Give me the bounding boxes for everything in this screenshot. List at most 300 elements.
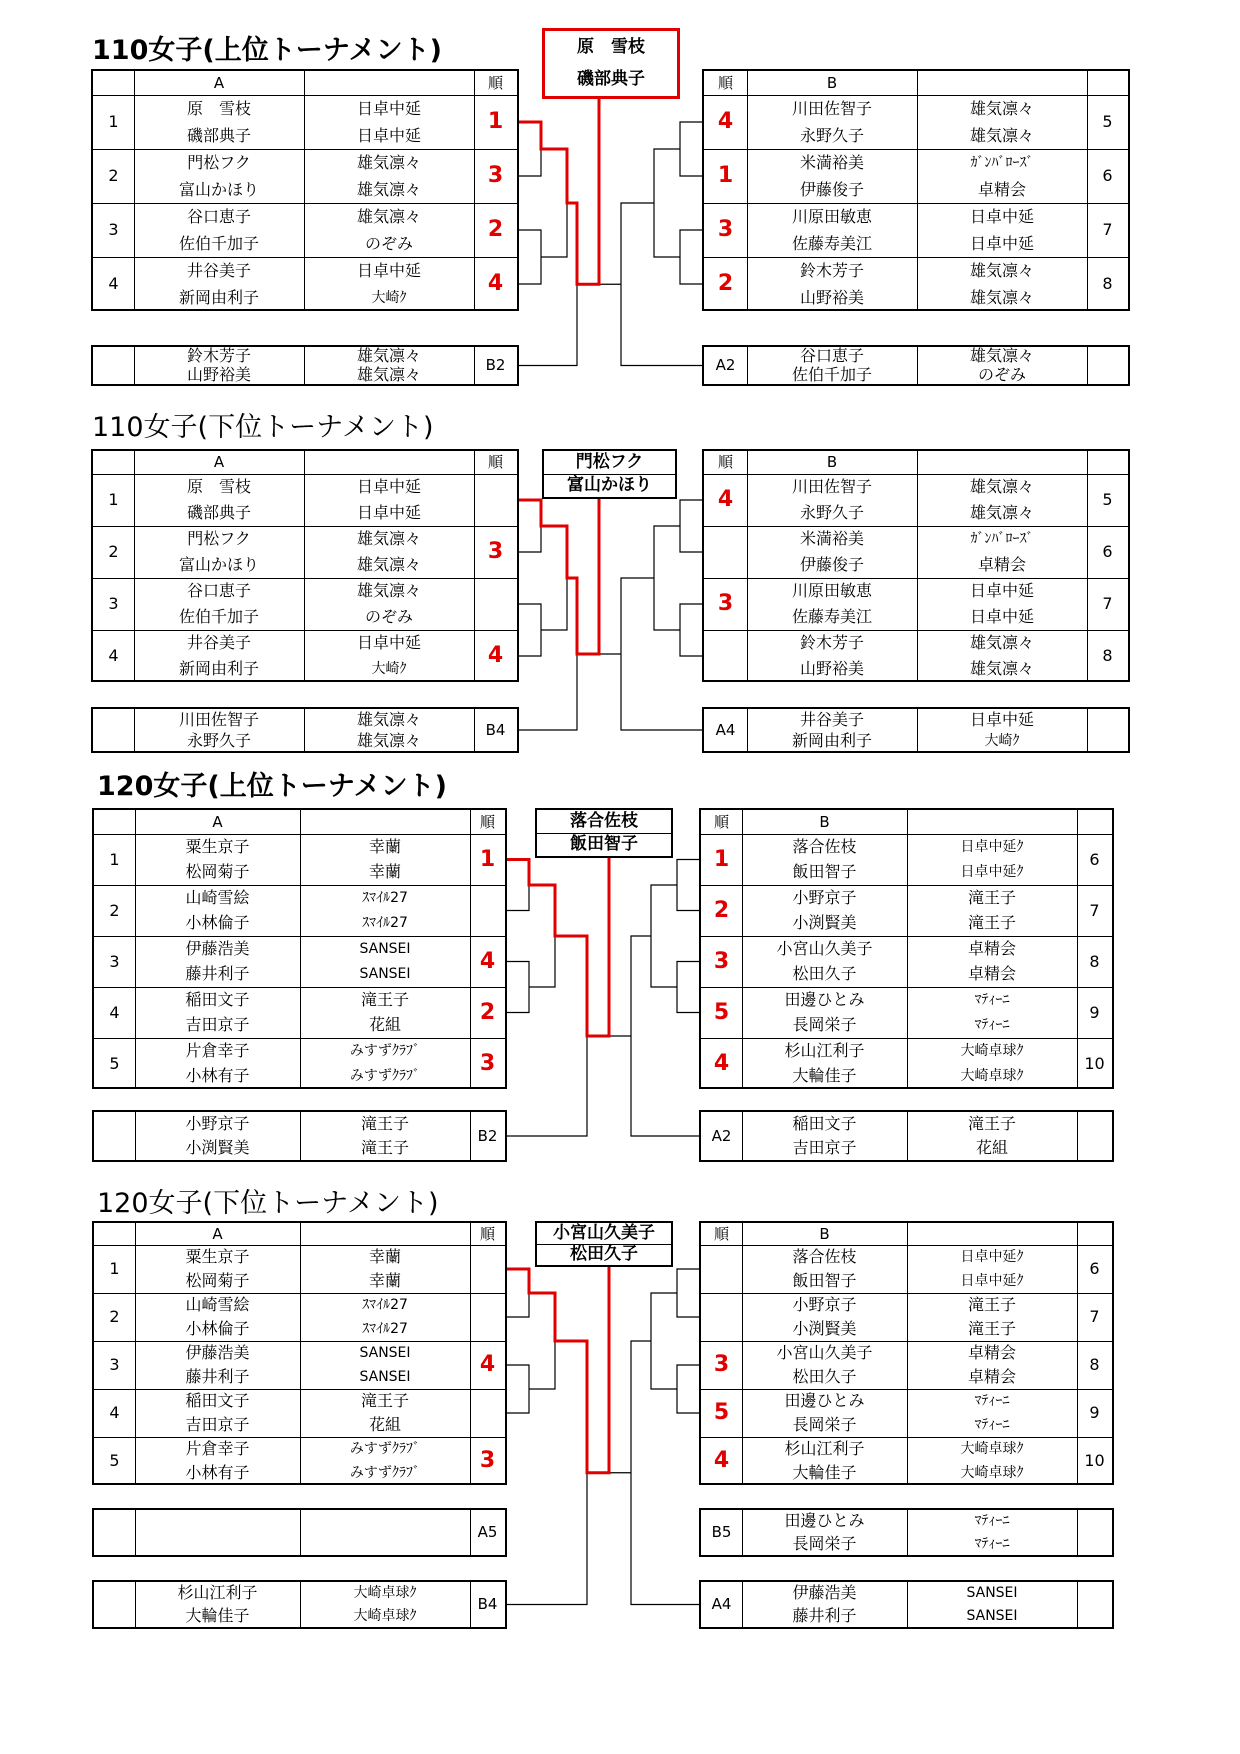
club-name: 雄気凛々 — [969, 659, 1034, 678]
player-name: 伊藤浩美 — [792, 1583, 857, 1603]
player-name: 大輪佳子 — [185, 1605, 250, 1625]
player-name: 永野久子 — [186, 730, 251, 750]
club-name: 卓精会 — [967, 1343, 1016, 1362]
champion-box — [535, 808, 673, 858]
player-name: 小野京子 — [185, 1114, 250, 1133]
club-name: 日卓中延 — [969, 233, 1034, 253]
club-name: みすずｸﾗﾌﾞ — [349, 1465, 421, 1481]
team-number: 2 — [109, 900, 120, 920]
bracket-final-a — [507, 936, 587, 1136]
rank-value: 3 — [479, 1448, 496, 1473]
club-name: SANSEI — [359, 1345, 411, 1361]
player-name: 小林有子 — [185, 1463, 250, 1482]
seed-entry-b — [699, 1508, 1114, 1557]
champion-divider — [537, 833, 671, 834]
player-name: 松岡菊子 — [185, 862, 250, 882]
club-name: 滝王子 — [360, 1391, 409, 1410]
champion-box — [535, 1221, 673, 1267]
seed-tag: B2 — [485, 356, 506, 374]
rank-value — [474, 578, 517, 630]
player-name: 門松フク — [187, 529, 251, 548]
team-number: 1 — [108, 112, 119, 131]
club-name: 日卓中延ｸ — [960, 864, 1024, 881]
player-name: 川田佐智子 — [178, 709, 259, 729]
seed-tag: A2 — [715, 356, 736, 374]
team-number: 9 — [1089, 1002, 1100, 1022]
team-number: 8 — [1102, 274, 1113, 293]
player-name: 佐藤寿美江 — [791, 233, 872, 253]
team-number: 6 — [1089, 849, 1100, 869]
rank-value — [704, 526, 747, 578]
rank-value — [701, 1293, 742, 1341]
player-name: 長岡栄子 — [792, 1415, 857, 1434]
club-name: 雄気凛々 — [356, 529, 421, 548]
player-name: 稲田文子 — [792, 1114, 857, 1133]
club-name: 大崎卓球ｸ — [353, 1585, 417, 1602]
rank-value: 3 — [717, 591, 734, 616]
club-name: 滝王子 — [967, 887, 1016, 907]
player-name: 川田佐智子 — [791, 98, 872, 118]
seed-entry-a — [92, 1508, 507, 1557]
club-name: ｶﾞﾝﾊﾞﾛｰｽﾞ — [970, 531, 1034, 547]
club-name: 幸蘭 — [368, 1271, 401, 1290]
club-name: 日卓中延 — [969, 709, 1034, 729]
player-name: 飯田智子 — [792, 862, 857, 882]
player-name: 佐伯千加子 — [791, 364, 872, 384]
seed-tag: B4 — [485, 720, 506, 739]
rank-value: 5 — [713, 1400, 730, 1425]
rank-value — [704, 630, 747, 682]
grid-line — [1087, 347, 1088, 384]
club-name: 滝王子 — [360, 1114, 409, 1133]
winner-path — [507, 1267, 609, 1473]
player-name: 落合佐枝 — [792, 836, 857, 856]
team-number: 7 — [1102, 594, 1113, 613]
bracket-semi-a — [541, 526, 567, 630]
seed-tag: A2 — [711, 1126, 732, 1145]
bracket-semi-a — [541, 149, 567, 257]
club-name: 滝王子 — [967, 913, 1016, 933]
player-name: 原 雪枝 — [186, 477, 251, 496]
player-name: 小宮山久美子 — [776, 938, 873, 958]
club-name: 日卓中延ｸ — [960, 1273, 1024, 1289]
rank-value: 1 — [479, 846, 496, 872]
team-number: 3 — [109, 1355, 120, 1374]
bracket-semi-b — [654, 526, 680, 630]
team-number: 3 — [108, 594, 119, 613]
team-number: 7 — [1102, 220, 1113, 239]
player-name: 磯部典子 — [186, 125, 251, 145]
rank-value: 3 — [713, 948, 730, 974]
seed-tag: A4 — [715, 720, 736, 739]
winner-path — [507, 858, 609, 1036]
club-name: SANSEI — [359, 1369, 411, 1385]
team-number: 1 — [108, 490, 119, 509]
section-title: 120女子(上位トーナメント) — [97, 771, 447, 802]
club-name: 雄気凛々 — [356, 555, 421, 574]
club-name: 日卓中延 — [356, 125, 421, 145]
club-name: ﾏﾃｨｰﾆ — [974, 1535, 1010, 1552]
seed-entry-a — [92, 1580, 507, 1629]
player-name: 富山かほり — [178, 179, 259, 199]
bracket-pair-b — [677, 860, 699, 911]
seed-entry-b — [702, 707, 1130, 753]
club-name: ﾏﾃｨｰﾆ — [974, 1393, 1010, 1409]
team-number: 5 — [109, 1451, 120, 1470]
player-name: 米満裕美 — [799, 152, 864, 172]
player-name: 小渕賢美 — [792, 1319, 857, 1338]
club-name: 大崎ｸ — [371, 289, 407, 306]
player-name: 原 雪枝 — [186, 98, 251, 118]
grid-line — [1087, 709, 1088, 751]
champion-box — [542, 28, 680, 99]
team-number: 4 — [109, 1002, 120, 1022]
rank-value: 3 — [479, 1050, 496, 1076]
club-name: 雄気凛々 — [356, 730, 421, 750]
team-number: 4 — [108, 274, 119, 293]
bracket-final-b — [631, 1341, 699, 1605]
player-name: 山野裕美 — [799, 659, 864, 678]
bracket-pair-a — [507, 1269, 529, 1317]
club-name: 雄気凛々 — [969, 287, 1034, 307]
player-name: 井谷美子 — [799, 709, 864, 729]
team-number: 1 — [109, 1259, 120, 1278]
bracket-pair-b — [677, 1365, 699, 1413]
club-name: 日卓中延 — [969, 581, 1034, 600]
player-name: 粟生京子 — [185, 836, 250, 856]
player-name: 片倉幸子 — [185, 1439, 250, 1458]
rank-value: 2 — [713, 897, 730, 923]
club-name: ﾏﾃｨｰﾆ — [974, 1017, 1010, 1034]
rank-value — [470, 885, 505, 936]
player-name: 田邊ひとみ — [784, 1511, 865, 1531]
team-number: 10 — [1084, 1053, 1105, 1073]
champion-player: 原 雪枝 — [577, 36, 645, 57]
club-name: みすずｸﾗﾌﾞ — [349, 1068, 421, 1085]
team-number: 10 — [1084, 1451, 1105, 1470]
group-b-table — [702, 449, 1130, 682]
club-name: 大崎ｸ — [984, 732, 1020, 749]
player-name: 藤井利子 — [185, 1367, 250, 1386]
player-name: 藤井利子 — [185, 964, 250, 984]
player-name: 小林有子 — [185, 1066, 250, 1086]
club-name: 大崎卓球ｸ — [960, 1042, 1024, 1059]
rank-value — [470, 1245, 505, 1293]
team-number: 4 — [108, 646, 119, 665]
player-name: 鈴木芳子 — [799, 633, 864, 652]
champion-player: 飯田智子 — [570, 834, 638, 854]
champion-player: 門松フク — [575, 452, 644, 472]
player-name: 新岡由利子 — [178, 287, 259, 307]
rank-value: 4 — [717, 487, 734, 512]
rank-value: 4 — [487, 271, 504, 296]
player-name: 落合佐枝 — [792, 1247, 857, 1266]
rank-value: 1 — [717, 163, 734, 188]
player-name: 佐藤寿美江 — [791, 607, 872, 626]
player-name: 小野京子 — [792, 1295, 857, 1314]
seed-tag: B5 — [711, 1523, 732, 1541]
bracket-pair-a — [507, 1365, 529, 1413]
player-name: 小渕賢美 — [185, 1138, 250, 1157]
champion-player: 松田久子 — [570, 1244, 638, 1264]
club-name: 花組 — [368, 1415, 401, 1434]
group-a-table — [91, 449, 519, 682]
club-name: みすずｸﾗﾌﾞ — [349, 1441, 421, 1457]
player-name: 長岡栄子 — [792, 1015, 857, 1035]
player-name: 伊藤浩美 — [185, 1343, 250, 1362]
club-name: のぞみ — [977, 364, 1026, 384]
player-name: 谷口恵子 — [186, 581, 251, 600]
bracket-pair-b — [677, 1269, 699, 1317]
player-name: 山崎雪絵 — [185, 887, 250, 907]
team-number: 8 — [1089, 1355, 1100, 1374]
club-name: 雄気凛々 — [969, 98, 1034, 118]
section-title: 120女子(下位トーナメント) — [97, 1188, 439, 1219]
club-name: 日卓中延 — [969, 206, 1034, 226]
rank-header: 順 — [717, 453, 733, 471]
club-name: 雄気凛々 — [356, 346, 421, 366]
player-name: 吉田京子 — [792, 1138, 857, 1157]
player-name: 田邊ひとみ — [784, 1391, 865, 1410]
rank-header: 順 — [713, 1224, 729, 1243]
bracket-pair-a — [519, 500, 541, 552]
club-name: SANSEI — [359, 940, 411, 957]
player-name: 山野裕美 — [799, 287, 864, 307]
team-number: 5 — [1102, 490, 1113, 509]
player-name: 小林倫子 — [185, 1319, 250, 1338]
bracket-final-b — [631, 936, 699, 1136]
club-name: 雄気凛々 — [969, 125, 1034, 145]
team-number: 6 — [1102, 542, 1113, 561]
player-name: 大輪佳子 — [792, 1066, 857, 1086]
club-name: SANSEI — [966, 1607, 1018, 1624]
club-name: 滝王子 — [360, 989, 409, 1009]
bracket-final-a — [519, 203, 577, 366]
group-a-table — [91, 69, 519, 311]
club-name: 卓精会 — [967, 938, 1016, 958]
player-name: 小宮山久美子 — [776, 1343, 873, 1362]
club-name: 大崎卓球ｸ — [960, 1068, 1024, 1085]
bracket-pair-a — [507, 860, 529, 911]
group-b-header: B — [819, 812, 830, 831]
grid-line — [1077, 1112, 1078, 1160]
club-name: 雄気凛々 — [969, 503, 1034, 522]
rank-value: 2 — [717, 271, 734, 296]
club-name: 卓精会 — [977, 179, 1026, 199]
rank-value: 4 — [487, 643, 504, 668]
group-b-header: B — [826, 73, 838, 92]
bracket-semi-b — [651, 885, 677, 987]
rank-value: 3 — [487, 163, 504, 188]
team-number: 2 — [108, 166, 119, 185]
seed-entry-b — [699, 1110, 1114, 1162]
team-number: 3 — [109, 951, 120, 971]
team-number: 8 — [1102, 646, 1113, 665]
team-number: 9 — [1089, 1403, 1100, 1422]
champion-box — [542, 449, 677, 499]
player-name: 片倉幸子 — [185, 1040, 250, 1060]
player-name: 稲田文子 — [185, 989, 250, 1009]
seed-entry-b — [699, 1580, 1114, 1629]
group-a-table — [92, 1221, 507, 1485]
club-name: 大崎ｸ — [371, 661, 407, 677]
club-name: 大崎卓球ｸ — [960, 1465, 1024, 1481]
champion-player: 小宮山久美子 — [553, 1223, 655, 1243]
rank-header: 順 — [487, 453, 503, 471]
club-name: 滝王子 — [967, 1319, 1016, 1338]
group-a-header: A — [212, 812, 223, 831]
player-name: 稲田文子 — [185, 1391, 250, 1410]
bracket-final-a — [507, 1341, 587, 1605]
group-a-header: A — [212, 1224, 223, 1243]
club-name: 卓精会 — [967, 1367, 1016, 1386]
club-name: ﾏﾃｨｰﾆ — [974, 991, 1010, 1008]
club-name: ﾏﾃｨｰﾆ — [974, 1417, 1010, 1433]
rank-value — [470, 1293, 505, 1341]
player-name: 米満裕美 — [799, 529, 864, 548]
rank-header: 順 — [479, 1224, 495, 1243]
bracket-final-a — [519, 578, 577, 730]
rank-value — [470, 1389, 505, 1437]
rank-value: 1 — [713, 846, 730, 872]
player-name: 川田佐智子 — [791, 477, 872, 496]
seed-tag: B4 — [477, 1595, 498, 1613]
team-number: 7 — [1089, 1307, 1100, 1326]
bracket-pair-b — [680, 604, 702, 656]
player-name — [135, 1510, 300, 1533]
team-number: 2 — [108, 542, 119, 561]
rank-value: 1 — [487, 109, 504, 134]
club-name: ｶﾞﾝﾊﾞﾛｰｽﾞ — [970, 154, 1034, 171]
player-name: 川原田敏恵 — [791, 206, 872, 226]
player-name: 伊藤俊子 — [799, 555, 864, 574]
player-name: 門松フク — [187, 152, 251, 172]
club-name: 花組 — [975, 1138, 1008, 1157]
bracket-pair-b — [680, 230, 702, 284]
club-name: SANSEI — [359, 966, 411, 983]
rank-header: 順 — [487, 73, 503, 92]
player-name: 飯田智子 — [792, 1271, 857, 1290]
player-name: 小渕賢美 — [792, 913, 857, 933]
team-number: 5 — [109, 1053, 120, 1073]
club-name: ｽﾏｲﾙ27 — [362, 915, 408, 932]
team-number: 6 — [1089, 1259, 1100, 1278]
club-name — [300, 1533, 470, 1556]
rank-value: 4 — [713, 1448, 730, 1473]
player-name: 長岡栄子 — [792, 1533, 857, 1553]
winner-path — [519, 499, 599, 654]
bracket-semi-a — [529, 1293, 555, 1389]
champion-player: 磯部典子 — [577, 69, 645, 90]
winner-path — [519, 99, 599, 284]
player-name: 松岡菊子 — [185, 1271, 250, 1290]
club-name: 幸蘭 — [368, 862, 401, 882]
player-name: 山野裕美 — [186, 364, 251, 384]
rank-value: 2 — [487, 217, 504, 242]
group-b-table — [702, 69, 1130, 311]
club-name: 日卓中延ｸ — [960, 838, 1024, 855]
player-name: 永野久子 — [799, 125, 864, 145]
group-b-header: B — [819, 1224, 830, 1243]
rank-value: 4 — [479, 1352, 496, 1377]
player-name: 磯部典子 — [186, 503, 251, 522]
player-name: 新岡由利子 — [791, 730, 872, 750]
champion-divider — [544, 474, 675, 475]
bracket-pair-b — [680, 500, 702, 552]
bracket-pair-b — [677, 962, 699, 1013]
section-title: 110女子(上位トーナメント) — [92, 35, 442, 66]
player-name: 永野久子 — [799, 503, 864, 522]
club-name: 雄気凛々 — [969, 633, 1034, 652]
club-name: 雄気凛々 — [356, 179, 421, 199]
seed-entry-a — [91, 345, 519, 386]
bracket-final-b — [621, 578, 702, 730]
rank-value: 5 — [713, 999, 730, 1025]
team-number: 8 — [1089, 951, 1100, 971]
player-name: 松田久子 — [792, 964, 857, 984]
player-name: 松田久子 — [792, 1367, 857, 1386]
player-name: 谷口恵子 — [799, 346, 864, 366]
rank-value: 3 — [713, 1352, 730, 1377]
team-number: 5 — [1102, 112, 1113, 131]
club-name: 雄気凛々 — [969, 346, 1034, 366]
group-b-table — [699, 808, 1114, 1089]
player-name: 井谷美子 — [186, 260, 251, 280]
club-name: 雄気凛々 — [969, 260, 1034, 280]
rank-value — [474, 474, 517, 526]
bracket-pair-a — [519, 604, 541, 656]
rank-value: 4 — [479, 948, 496, 974]
bracket-semi-b — [654, 149, 680, 257]
club-name: 日卓中延 — [356, 98, 421, 118]
seed-tag: A4 — [711, 1595, 732, 1613]
player-name: 佐伯千加子 — [178, 607, 259, 626]
club-name: みすずｸﾗﾌﾞ — [349, 1042, 421, 1059]
player-name: 新岡由利子 — [178, 659, 259, 678]
player-name: 富山かほり — [178, 555, 259, 574]
team-number: 3 — [108, 220, 119, 239]
team-number: 6 — [1102, 166, 1113, 185]
player-name: 佐伯千加子 — [178, 233, 259, 253]
rank-value: 4 — [713, 1050, 730, 1076]
group-a-header: A — [213, 453, 225, 471]
club-name: 花組 — [368, 1015, 401, 1035]
bracket-semi-b — [651, 1293, 677, 1389]
club-name: ｽﾏｲﾙ27 — [362, 1297, 408, 1313]
rank-value — [701, 1245, 742, 1293]
player-name — [135, 1533, 300, 1556]
club-name: のぞみ — [364, 607, 413, 626]
player-name: 小林倫子 — [185, 913, 250, 933]
seed-tag: B2 — [477, 1126, 498, 1145]
seed-entry-b — [702, 345, 1130, 386]
player-name: 田邊ひとみ — [784, 989, 865, 1009]
club-name: 大崎卓球ｸ — [353, 1607, 417, 1624]
rank-header: 順 — [713, 812, 729, 831]
champion-player: 落合佐枝 — [570, 811, 638, 831]
champion-player: 富山かほり — [567, 475, 652, 495]
bracket-pair-a — [519, 122, 541, 176]
player-name: 川原田敏恵 — [791, 581, 872, 600]
club-name: 大崎卓球ｸ — [960, 1441, 1024, 1457]
bracket-pair-a — [519, 230, 541, 284]
player-name: 谷口恵子 — [186, 206, 251, 226]
rank-value: 2 — [479, 999, 496, 1025]
club-name: 滝王子 — [967, 1295, 1016, 1314]
club-name: 雄気凛々 — [356, 364, 421, 384]
player-name: 井谷美子 — [186, 633, 251, 652]
club-name: 卓精会 — [967, 964, 1016, 984]
